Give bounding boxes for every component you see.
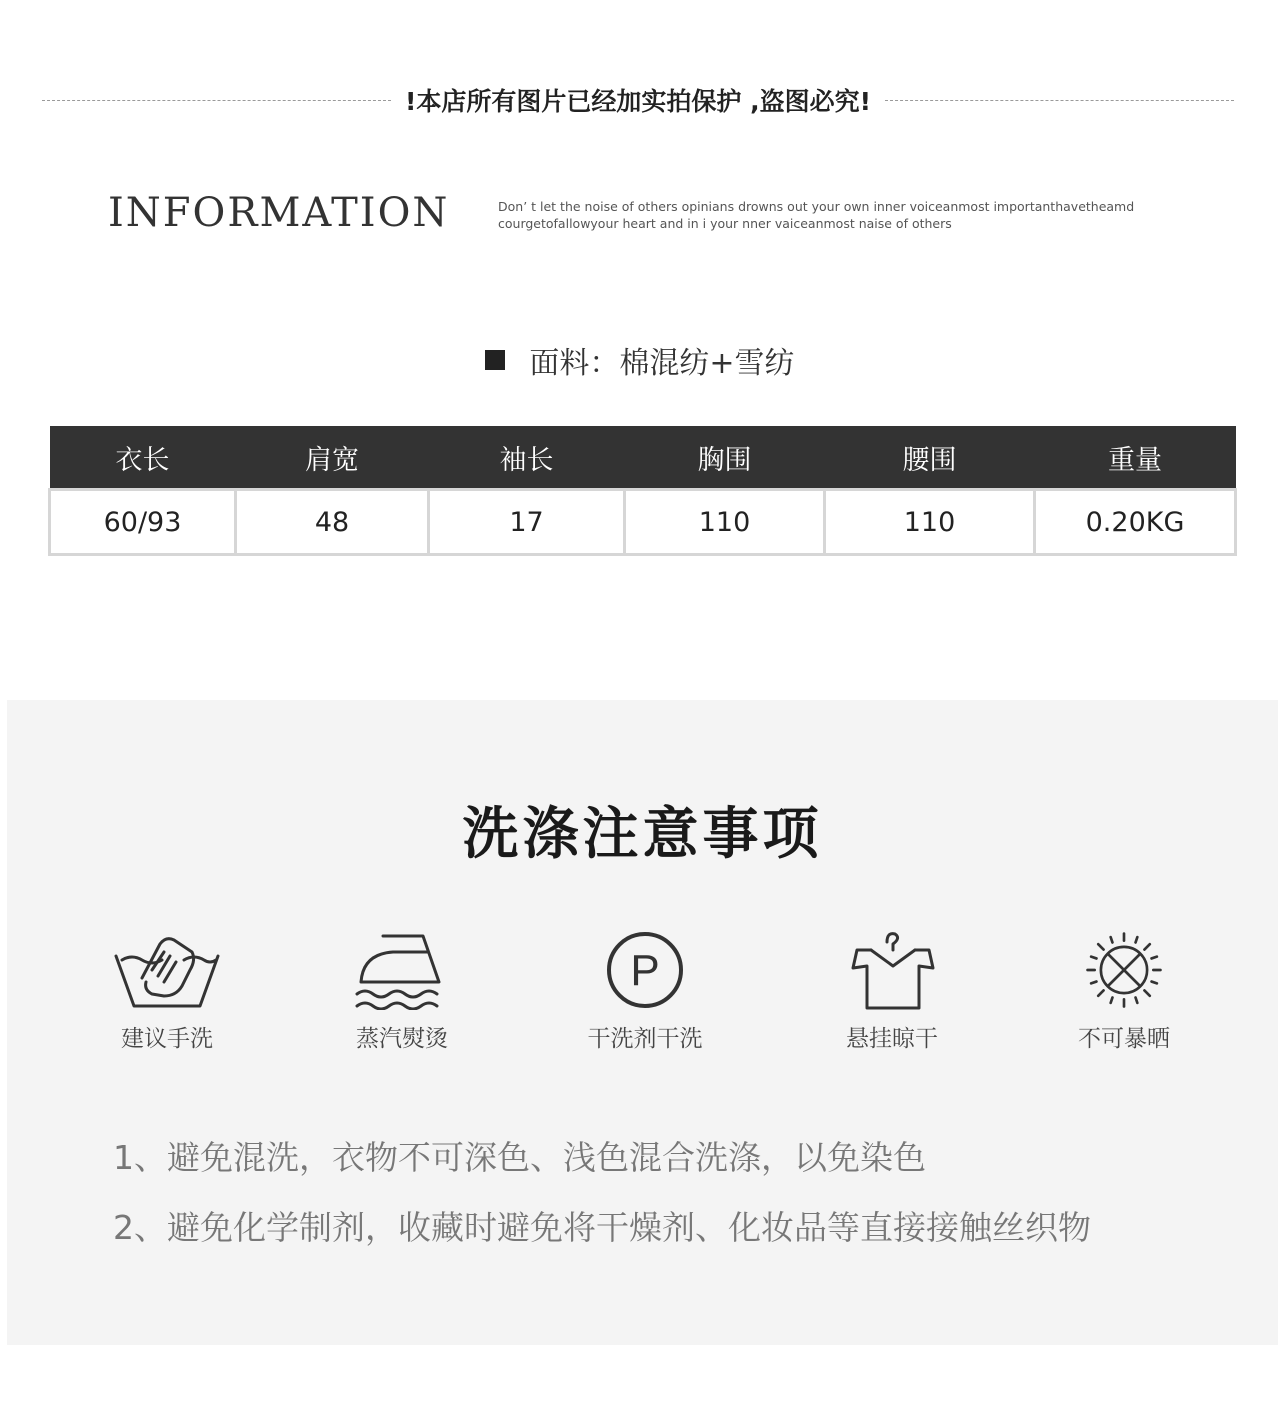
header-weight: 重量 <box>1035 426 1236 490</box>
quote-line-2: courgetofallowyour heart and in i your nner vaiceanmost naise of others <box>498 216 952 231</box>
care-item-hang-dry <box>812 930 972 1053</box>
value-bust: 110 <box>625 490 825 555</box>
care-label-dry-clean: 干洗剂干洗 <box>587 1026 703 1052</box>
care-section <box>7 700 1278 1345</box>
value-shoulder: 48 <box>236 490 429 555</box>
information-quote <box>498 198 1198 232</box>
care-label-no-sun: 不可暴晒 <box>1078 1026 1170 1052</box>
care-item-steam-iron <box>322 930 482 1053</box>
size-table <box>48 426 1237 556</box>
svg-text:P: P <box>630 946 660 995</box>
header-bust: 胸围 <box>625 426 825 490</box>
care-title: 洗涤注意事项 <box>462 802 823 867</box>
steam-iron-icon <box>347 930 457 1010</box>
header-shoulder: 肩宽 <box>236 426 429 490</box>
fabric-line <box>0 338 1280 382</box>
value-weight: 0.20KG <box>1035 490 1236 555</box>
care-label-hand-wash: 建议手洗 <box>121 1026 213 1052</box>
header-waist: 腰围 <box>825 426 1035 490</box>
no-sun-icon <box>1069 930 1179 1010</box>
care-note-1: 1、避免混洗，衣物不可深色、浅色混合洗涤，以免染色 <box>113 1138 926 1177</box>
care-item-hand-wash <box>87 930 247 1053</box>
value-length: 60/93 <box>50 490 236 555</box>
fabric-text: 面料：棉混纺+雪纺 <box>529 346 795 381</box>
header-length: 衣长 <box>50 426 236 490</box>
notice-text: !本店所有图片已经加实拍保护 ,盗图必究! <box>405 87 872 116</box>
divider-right <box>885 100 1234 101</box>
header-sleeve: 袖长 <box>429 426 625 490</box>
care-label-hang-dry: 悬挂晾干 <box>846 1026 938 1052</box>
value-waist: 110 <box>825 490 1035 555</box>
care-item-no-sun <box>1044 930 1204 1053</box>
care-note-2: 2、避免化学制剂，收藏时避免将干燥剂、化妆品等直接接触丝织物 <box>113 1208 1091 1247</box>
size-table-header-row <box>50 426 1236 490</box>
square-bullet-icon <box>485 350 505 370</box>
hang-dry-icon <box>837 930 947 1010</box>
care-item-dry-clean <box>565 930 725 1053</box>
value-sleeve: 17 <box>429 490 625 555</box>
divider-left <box>42 100 391 101</box>
size-table-row <box>50 490 1236 555</box>
copyright-notice <box>42 80 1234 120</box>
quote-line-1: Don’ t let the noise of others opinians drowns out your own inner voiceanmost importanthavetheamd <box>498 199 1135 214</box>
information-title: INFORMATION <box>108 190 450 236</box>
hand-wash-icon <box>112 930 222 1010</box>
care-label-steam-iron: 蒸汽熨烫 <box>356 1026 448 1052</box>
dry-clean-p-icon <box>590 930 700 1010</box>
